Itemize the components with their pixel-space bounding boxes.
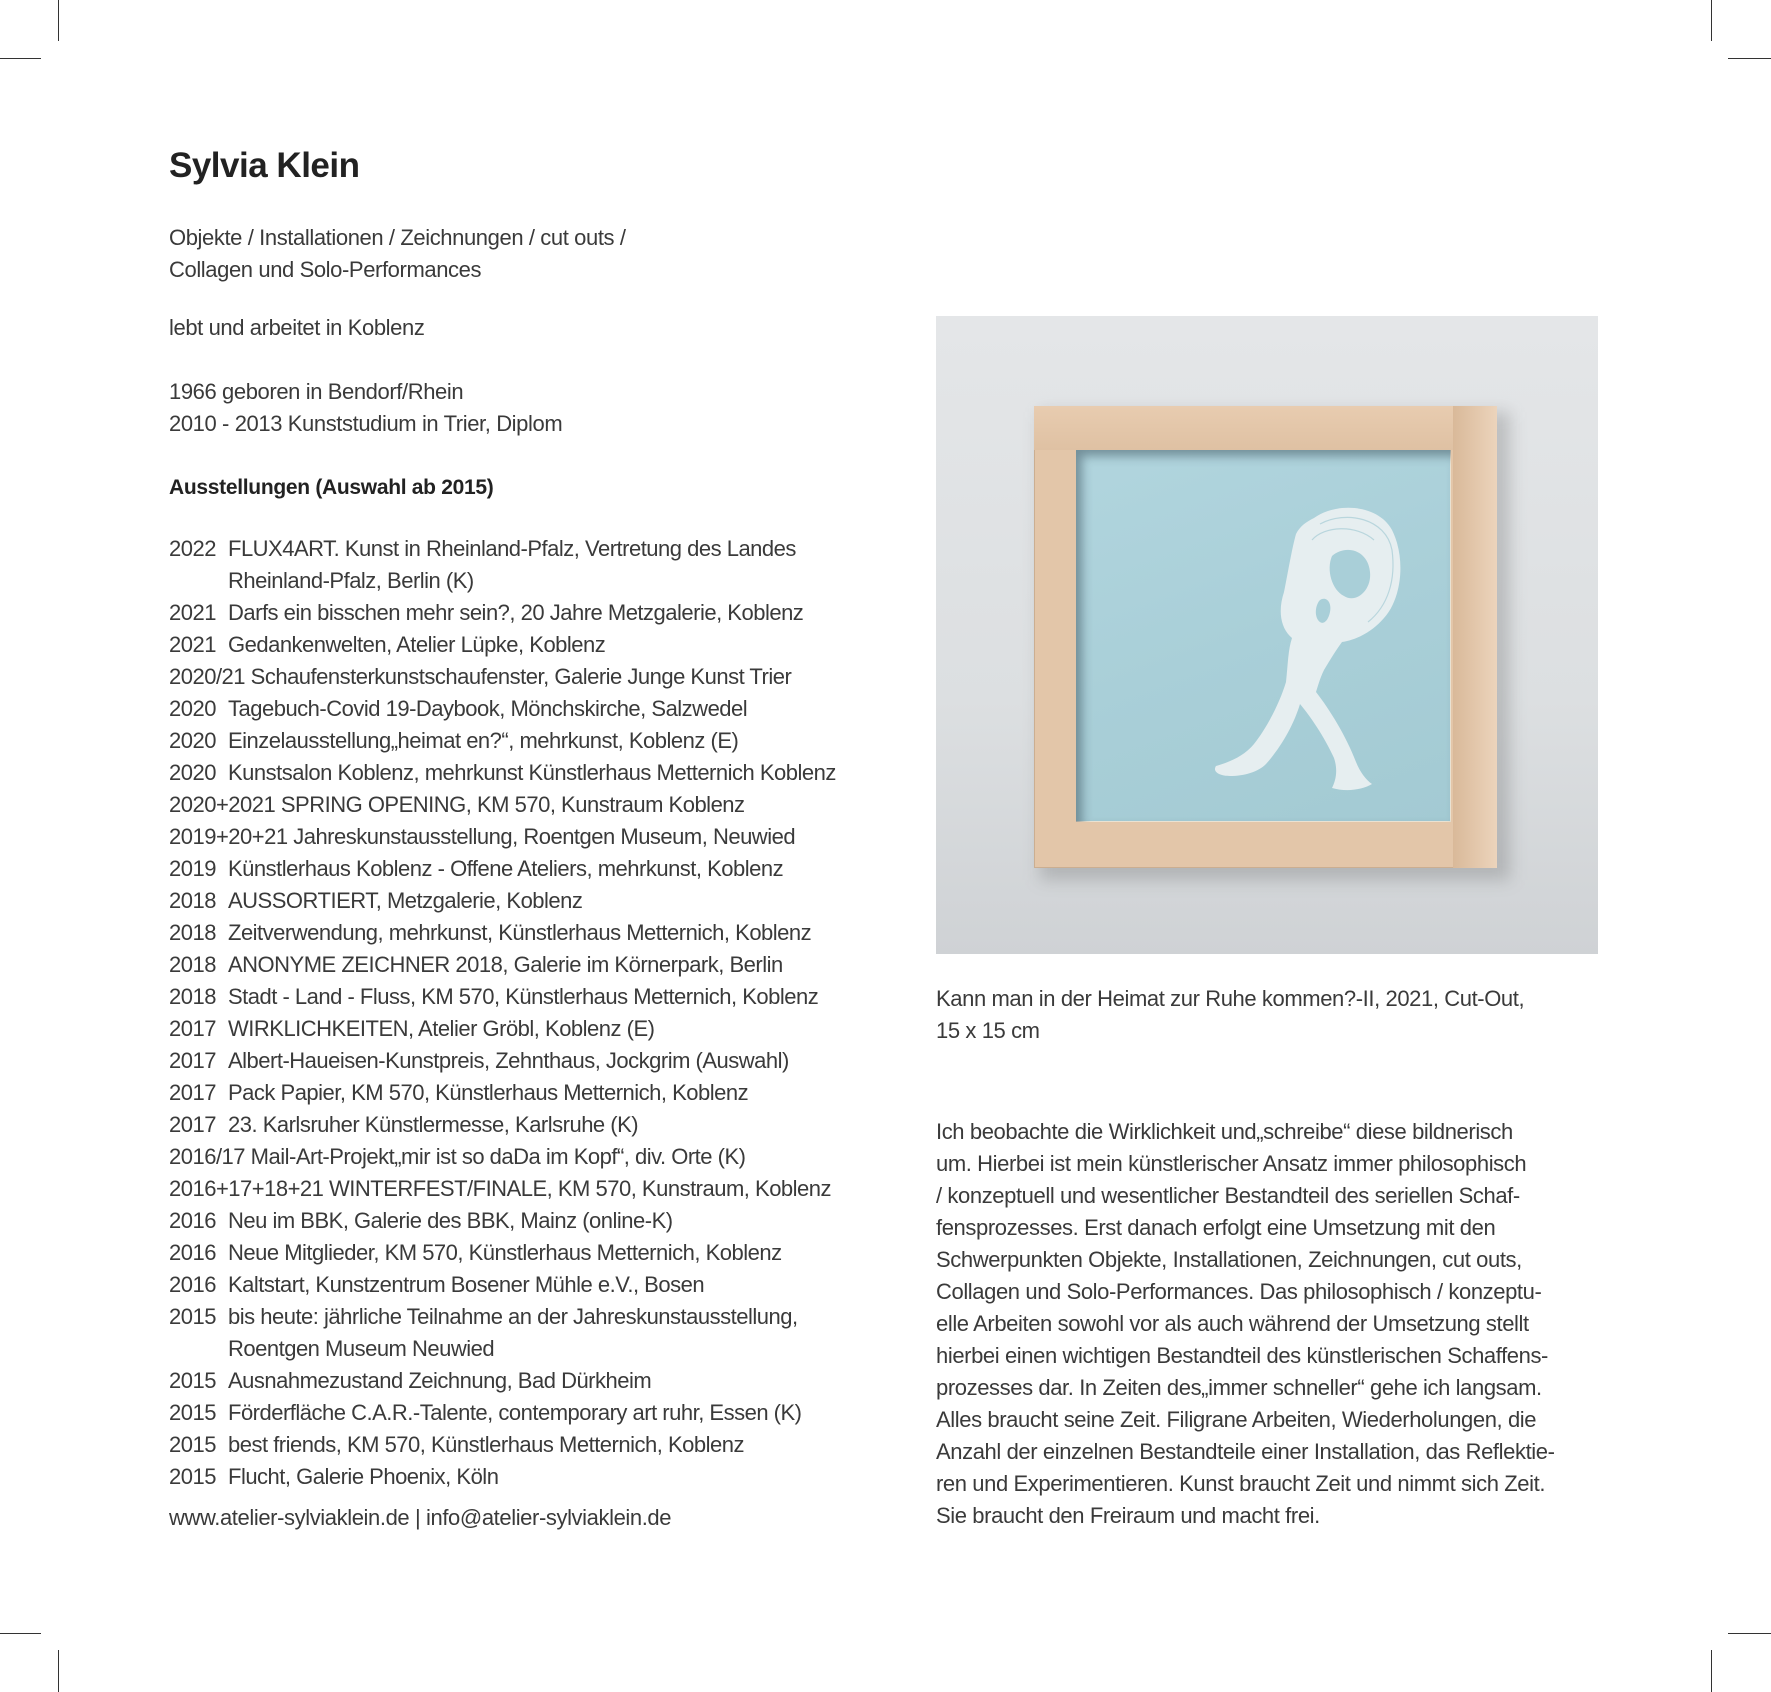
exhibition-title: Neue Mitglieder, KM 570, Künstlerhaus Metternich, Koblenz [228, 1240, 782, 1265]
artwork-photo [936, 316, 1598, 954]
exhibition-year: 2016+17+18+21 [169, 1176, 324, 1201]
statement-line: fensprozesses. Erst danach erfolgt eine Umsetzung mit den [936, 1215, 1496, 1240]
exhibition-item [169, 853, 909, 885]
statement-line: Anzahl der einzelnen Bestandteile einer Installation, das Reflektie- [936, 1439, 1555, 1464]
statement-line: / konzeptuell und wesentlicher Bestandteil des seriellen Schaf- [936, 1183, 1520, 1208]
exhibition-title: AUSSORTIERT, Metzgalerie, Koblenz [228, 888, 583, 913]
exhibition-year: 2017 [169, 1048, 216, 1073]
exhibition-title: Pack Papier, KM 570, Künstlerhaus Metternich, Koblenz [228, 1080, 749, 1105]
website-link[interactable]: www.atelier-sylviaklein.de [169, 1505, 410, 1530]
wooden-frame [1034, 406, 1497, 868]
exhibition-year: 2019 [169, 856, 216, 881]
crop-mark-bottom-right-horizontal [1728, 1633, 1771, 1634]
statement-line: um. Hierbei ist mein künstlerischer Ansatz immer philosophisch [936, 1151, 1527, 1176]
exhibition-year: 2017 [169, 1080, 216, 1105]
exhibition-item [169, 1397, 909, 1429]
exhibition-item [169, 661, 909, 693]
exhibition-item [169, 757, 909, 789]
exhibition-year: 2016/17 [169, 1144, 246, 1169]
exhibition-title: Stadt - Land - Fluss, KM 570, Künstlerhaus Metternich, Koblenz [228, 984, 819, 1009]
bio-study: 2010 - 2013 Kunststudium in Trier, Diplom [169, 411, 563, 436]
exhibition-year: 2020 [169, 728, 216, 753]
crop-mark-top-right-vertical [1711, 0, 1712, 41]
exhibition-item [169, 1301, 909, 1365]
statement-line: ren und Experimentieren. Kunst braucht Zeit und nimmt sich Zeit. [936, 1471, 1546, 1496]
exhibition-title: Förderfläche C.A.R.-Talente, contemporary art ruhr, Essen (K) [228, 1400, 802, 1425]
statement-line: Alles braucht seine Zeit. Filigrane Arbeiten, Wiederholungen, die [936, 1407, 1537, 1432]
exhibition-year: 2018 [169, 952, 216, 977]
disciplines-line-1: Objekte / Installationen / Zeichnungen / cut outs / [169, 225, 626, 250]
crop-mark-bottom-left-horizontal [0, 1633, 41, 1634]
exhibitions-heading: Ausstellungen (Auswahl ab 2015) [169, 476, 494, 499]
exhibition-year: 2015 [169, 1400, 216, 1425]
crop-mark-top-left-vertical [58, 0, 59, 41]
crop-mark-bottom-left-vertical [58, 1650, 59, 1692]
exhibition-title: Kaltstart, Kunstzentrum Bosener Mühle e.V., Bosen [228, 1272, 705, 1297]
statement-line: Collagen und Solo-Performances. Das philosophisch / konzeptu- [936, 1279, 1542, 1304]
exhibition-item [169, 693, 909, 725]
exhibition-year: 2020+2021 [169, 792, 276, 817]
exhibition-year: 2016 [169, 1240, 216, 1265]
exhibition-year: 2018 [169, 920, 216, 945]
exhibition-item [169, 1205, 909, 1237]
email-link[interactable]: info@atelier-sylviaklein.de [426, 1505, 672, 1530]
exhibition-title: Schaufensterkunstschaufenster, Galerie Junge Kunst Trier [250, 664, 792, 689]
disciplines-line-2: Collagen und Solo-Performances [169, 257, 482, 282]
exhibition-year: 2015 [169, 1368, 216, 1393]
exhibition-item [169, 1461, 909, 1493]
exhibition-title: best friends, KM 570, Künstlerhaus Metternich, Koblenz [228, 1432, 744, 1457]
exhibition-title: Künstlerhaus Koblenz - Offene Ateliers, mehrkunst, Koblenz [228, 856, 784, 881]
exhibition-year: 2020 [169, 760, 216, 785]
exhibition-item [169, 821, 909, 853]
exhibition-year: 2017 [169, 1016, 216, 1041]
exhibition-item [169, 789, 909, 821]
statement-line: Ich beobachte die Wirklichkeit und„schreibe“ diese bildnerisch [936, 1119, 1513, 1144]
statement-line: Sie braucht den Freiraum und macht frei. [936, 1503, 1320, 1528]
exhibition-item [169, 917, 909, 949]
exhibition-item [169, 981, 909, 1013]
exhibition-year: 2022 [169, 536, 216, 561]
exhibition-year: 2017 [169, 1112, 216, 1137]
exhibition-title-continued: Rheinland-Pfalz, Berlin (K) [228, 568, 474, 593]
exhibition-item [169, 1077, 909, 1109]
exhibition-title: Gedankenwelten, Atelier Lüpke, Koblenz [228, 632, 606, 657]
contact-separator: | [414, 1505, 421, 1530]
exhibition-title: WINTERFEST/FINALE, KM 570, Kunstraum, Koblenz [329, 1176, 832, 1201]
exhibition-title: Darfs ein bisschen mehr sein?, 20 Jahre Metzgalerie, Koblenz [228, 600, 804, 625]
exhibition-year: 2015 [169, 1432, 216, 1457]
exhibition-title: Flucht, Galerie Phoenix, Köln [228, 1464, 499, 1489]
exhibition-title: 23. Karlsruher Künstlermesse, Karlsruhe (K) [228, 1112, 639, 1137]
exhibition-title: SPRING OPENING, KM 570, Kunstraum Koblenz [280, 792, 745, 817]
bio-birth: 1966 geboren in Bendorf/Rhein [169, 379, 464, 404]
caption-dimensions: 15 x 15 cm [936, 1018, 1040, 1043]
statement-line: prozesses dar. In Zeiten des„immer schneller“ gehe ich langsam. [936, 1375, 1542, 1400]
exhibition-title: Tagebuch-Covid 19-Daybook, Mönchskirche, Salzwedel [228, 696, 748, 721]
exhibition-year: 2016 [169, 1272, 216, 1297]
exhibition-item [169, 629, 909, 661]
exhibition-item [169, 1141, 909, 1173]
blue-panel [1076, 450, 1451, 822]
exhibition-year: 2021 [169, 632, 216, 657]
statement-line: hierbei einen wichtigen Bestandteil des künstlerischen Schaffens- [936, 1343, 1548, 1368]
artwork-caption [936, 983, 1524, 1047]
exhibition-year: 2021 [169, 600, 216, 625]
exhibition-title: Ausnahmezustand Zeichnung, Bad Dürkheim [228, 1368, 652, 1393]
contact-line [169, 1502, 671, 1534]
exhibition-year: 2015 [169, 1464, 216, 1489]
exhibition-title: Mail-Art-Projekt„mir ist so daDa im Kopf“, div. Orte (K) [250, 1144, 746, 1169]
exhibition-item [169, 1045, 909, 1077]
figure-body [1215, 508, 1400, 790]
exhibition-item [169, 1429, 909, 1461]
exhibition-title: Kunstsalon Koblenz, mehrkunst Künstlerhaus Metternich Koblenz [228, 760, 836, 785]
statement-line: Schwerpunkten Objekte, Installationen, Zeichnungen, cut outs, [936, 1247, 1522, 1272]
exhibition-title: Albert-Haueisen-Kunstpreis, Zehnthaus, Jockgrim (Auswahl) [228, 1048, 789, 1073]
exhibition-title: bis heute: jährliche Teilnahme an der Jahreskunstausstellung, [228, 1304, 798, 1329]
caption-title: Kann man in der Heimat zur Ruhe kommen?-II, 2021, Cut-Out, [936, 986, 1525, 1011]
exhibition-title: Neu im BBK, Galerie des BBK, Mainz (online-K) [228, 1208, 673, 1233]
crop-mark-bottom-right-vertical [1711, 1650, 1712, 1692]
exhibition-item [169, 1269, 909, 1301]
exhibition-year: 2018 [169, 984, 216, 1009]
exhibition-title-continued: Roentgen Museum Neuwied [228, 1336, 495, 1361]
residence: lebt und arbeitet in Koblenz [169, 315, 425, 340]
exhibition-item [169, 1013, 909, 1045]
exhibition-item [169, 1237, 909, 1269]
artist-statement [936, 1116, 1555, 1532]
exhibition-item [169, 1365, 909, 1397]
exhibition-title: Jahreskunstausstellung, Roentgen Museum, Neuwied [293, 824, 796, 849]
cut-out-figure [1196, 500, 1416, 800]
exhibition-item [169, 1109, 909, 1141]
crop-mark-top-right-horizontal [1728, 58, 1771, 59]
exhibition-year: 2019+20+21 [169, 824, 288, 849]
exhibition-item [169, 885, 909, 917]
exhibition-year: 2015 [169, 1304, 216, 1329]
exhibition-item [169, 949, 909, 981]
exhibition-item [169, 1173, 909, 1205]
exhibition-item [169, 597, 909, 629]
exhibition-title: ANONYME ZEICHNER 2018, Galerie im Körnerpark, Berlin [228, 952, 783, 977]
exhibition-year: 2016 [169, 1208, 216, 1233]
frame-bevel-top [1034, 406, 1497, 450]
exhibition-item [169, 533, 909, 597]
frame-bevel-right [1453, 406, 1497, 868]
statement-line: elle Arbeiten sowohl vor als auch während der Umsetzung stellt [936, 1311, 1529, 1336]
exhibition-title: Einzelausstellung„heimat en?“, mehrkunst, Koblenz (E) [228, 728, 739, 753]
artist-name: Sylvia Klein [169, 146, 360, 185]
exhibitions-list [169, 533, 909, 1493]
exhibition-item [169, 725, 909, 757]
exhibition-year: 2018 [169, 888, 216, 913]
exhibition-title: WIRKLICHKEITEN, Atelier Gröbl, Koblenz (E) [228, 1016, 655, 1041]
exhibition-title: Zeitverwendung, mehrkunst, Künstlerhaus Metternich, Koblenz [228, 920, 812, 945]
crop-mark-top-left-horizontal [0, 58, 41, 59]
exhibition-year: 2020 [169, 696, 216, 721]
exhibition-year: 2020/21 [169, 664, 246, 689]
exhibition-title: FLUX4ART. Kunst in Rheinland-Pfalz, Vertretung des Landes [228, 536, 796, 561]
